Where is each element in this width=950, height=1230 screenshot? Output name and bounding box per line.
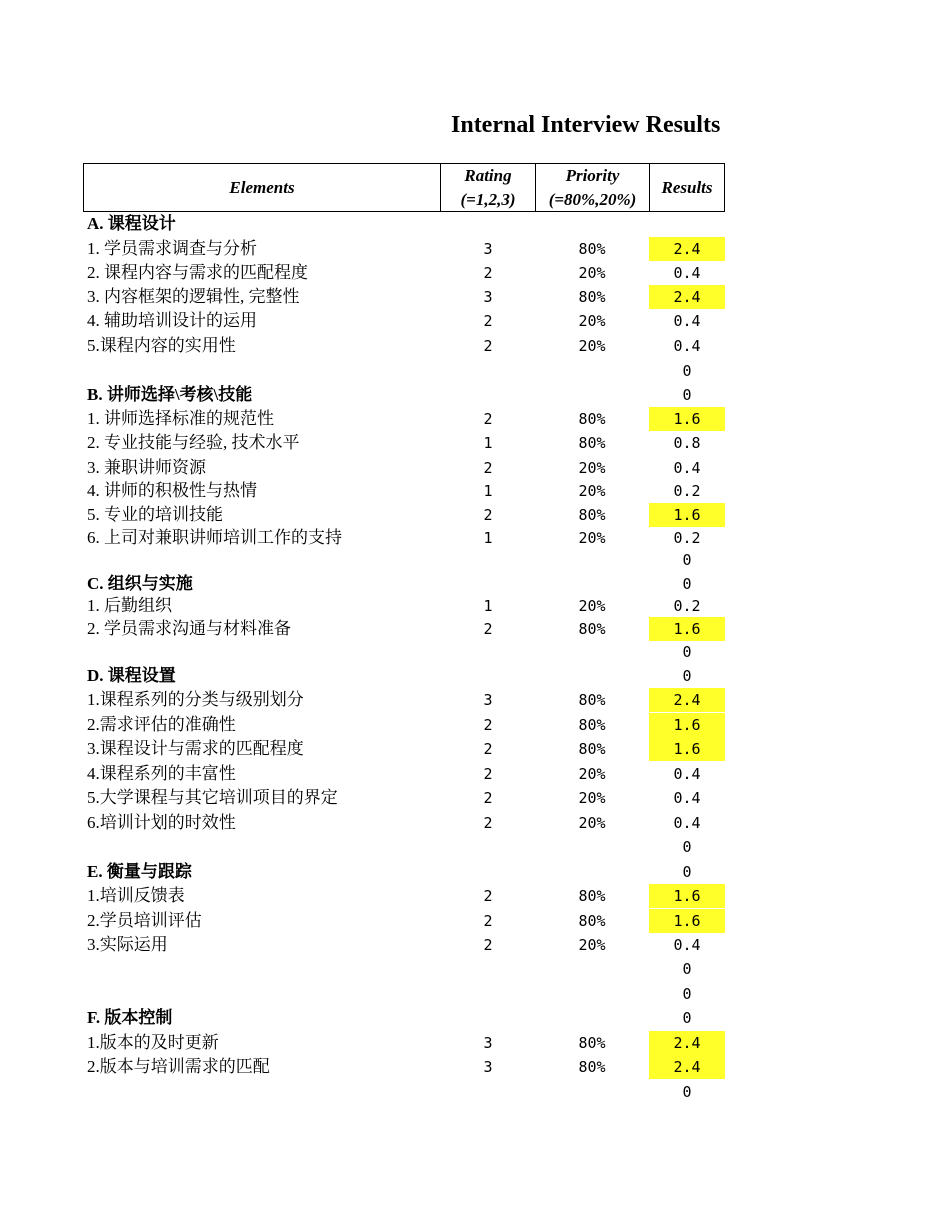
element-label: 3. 内容框架的逻辑性, 完整性 [87, 287, 300, 306]
element-label: 1. 学员需求调查与分析 [87, 239, 257, 258]
rating-cell: 1 [483, 434, 493, 452]
rating-cell: 3 [483, 691, 493, 709]
result-cell-highlighted: 1.6 [649, 909, 725, 933]
result-cell-highlighted: 1.6 [649, 407, 725, 431]
table-row [0, 359, 950, 383]
rating-cell [441, 359, 535, 383]
table-row [0, 1031, 950, 1055]
element-label: 2.学员培训评估 [87, 911, 202, 930]
priority-cell: 20% [578, 312, 606, 330]
rating-cell [441, 1080, 535, 1104]
priority-cell: 20% [578, 529, 606, 547]
priority-cell [535, 982, 649, 1006]
result-cell-highlighted: 2.4 [649, 1055, 725, 1079]
rating-cell: 1 [483, 597, 493, 615]
rating-cell: 2 [483, 410, 493, 428]
priority-cell: 80% [578, 1034, 606, 1052]
element-label: 4. 辅助培训设计的运用 [87, 311, 257, 330]
section-header-row [0, 572, 950, 596]
table-row [0, 503, 950, 527]
element-label: 2. 课程内容与需求的匹配程度 [87, 263, 308, 282]
element-label: 1. 后勤组织 [87, 596, 172, 615]
rating-cell: 3 [483, 1034, 493, 1052]
priority-cell: 80% [578, 912, 606, 930]
priority-cell [535, 664, 649, 688]
rating-cell [441, 640, 535, 664]
page-title: Internal Interview Results [451, 112, 721, 138]
priority-cell [535, 1006, 649, 1030]
rating-cell: 3 [483, 240, 493, 258]
priority-cell: 80% [578, 620, 606, 638]
rating-cell: 2 [483, 459, 493, 477]
result-cell-highlighted: 2.4 [649, 1031, 725, 1055]
priority-cell [535, 383, 649, 407]
rating-cell: 2 [483, 912, 493, 930]
result-cell: 0.4 [673, 264, 701, 282]
section-title: B. 讲师选择\考核\技能 [87, 385, 253, 404]
table-row [0, 786, 950, 810]
table-row [0, 237, 950, 261]
result-cell: 0.4 [673, 765, 701, 783]
rating-cell [441, 548, 535, 572]
priority-cell: 80% [578, 506, 606, 524]
priority-cell [535, 359, 649, 383]
rating-cell [441, 383, 535, 407]
table-row [0, 737, 950, 761]
table-row [0, 1080, 950, 1104]
element-label: 4.课程系列的丰富性 [87, 764, 236, 783]
priority-cell [535, 835, 649, 859]
section-title: F. 版本控制 [87, 1008, 173, 1027]
result-cell: 0.4 [673, 814, 701, 832]
result-cell-highlighted: 1.6 [649, 713, 725, 737]
priority-cell: 80% [578, 740, 606, 758]
priority-cell: 80% [578, 691, 606, 709]
priority-cell: 80% [578, 240, 606, 258]
header-priority-line1: Priority [565, 165, 620, 185]
rating-cell [441, 957, 535, 981]
priority-cell: 20% [578, 597, 606, 615]
element-label: 6.培训计划的时效性 [87, 813, 236, 832]
rating-cell: 3 [483, 1058, 493, 1076]
section-header-row [0, 1006, 950, 1030]
priority-cell: 20% [578, 789, 606, 807]
priority-cell: 80% [578, 434, 606, 452]
table-row [0, 640, 950, 664]
result-cell: 0 [682, 362, 692, 380]
priority-cell: 20% [578, 482, 606, 500]
table-row [0, 909, 950, 933]
priority-cell: 20% [578, 814, 606, 832]
element-label: 2. 学员需求沟通与材料准备 [87, 619, 291, 638]
result-cell [649, 212, 725, 236]
table-row [0, 548, 950, 572]
section-title: E. 衡量与跟踪 [87, 862, 192, 881]
priority-cell: 20% [578, 936, 606, 954]
element-label: 1.培训反馈表 [87, 886, 185, 905]
element-label [87, 359, 437, 383]
rating-cell: 2 [483, 740, 493, 758]
priority-cell: 80% [578, 288, 606, 306]
element-label: 1.版本的及时更新 [87, 1033, 219, 1052]
element-label: 3.课程设计与需求的匹配程度 [87, 739, 304, 758]
rating-cell: 2 [483, 936, 493, 954]
priority-cell [535, 212, 649, 236]
section-header-row [0, 664, 950, 688]
table-row [0, 762, 950, 786]
result-cell: 0 [682, 985, 692, 1003]
table-row [0, 884, 950, 908]
result-cell: 0 [682, 838, 692, 856]
rating-cell [441, 212, 535, 236]
element-label: 1. 讲师选择标准的规范性 [87, 409, 274, 428]
priority-cell: 80% [578, 410, 606, 428]
section-header-row [0, 383, 950, 407]
result-cell: 0.4 [673, 459, 701, 477]
table-row [0, 334, 950, 358]
priority-cell: 20% [578, 765, 606, 783]
element-label: 4. 讲师的积极性与热情 [87, 481, 257, 500]
table-row [0, 261, 950, 285]
rating-cell: 2 [483, 716, 493, 734]
table-row [0, 835, 950, 859]
result-cell: 0.2 [673, 597, 701, 615]
rating-cell: 2 [483, 887, 493, 905]
element-label: 3. 兼职讲师资源 [87, 458, 206, 477]
table-row [0, 479, 950, 503]
result-cell: 0.2 [673, 482, 701, 500]
rating-cell: 2 [483, 765, 493, 783]
result-cell: 0 [682, 575, 692, 593]
result-cell-highlighted: 1.6 [649, 503, 725, 527]
rating-cell: 2 [483, 264, 493, 282]
table-row [0, 688, 950, 712]
priority-cell: 20% [578, 264, 606, 282]
table-row [0, 407, 950, 431]
priority-cell [535, 548, 649, 572]
rating-cell: 2 [483, 814, 493, 832]
result-cell-highlighted: 2.4 [649, 688, 725, 712]
section-title: D. 课程设置 [87, 666, 176, 685]
result-cell: 0 [682, 551, 692, 569]
result-cell: 0 [682, 386, 692, 404]
priority-cell [535, 640, 649, 664]
element-label [87, 982, 437, 1006]
priority-cell: 80% [578, 887, 606, 905]
result-cell: 0.8 [673, 434, 701, 452]
table-row [0, 526, 950, 550]
table-row [0, 1055, 950, 1079]
rating-cell: 3 [483, 288, 493, 306]
header-rating-line2: (=1,2,3) [460, 189, 516, 209]
table-row [0, 285, 950, 309]
table-row [0, 431, 950, 455]
element-label: 2.需求评估的准确性 [87, 715, 236, 734]
result-cell: 0 [682, 643, 692, 661]
rating-cell [441, 982, 535, 1006]
element-label: 3.实际运用 [87, 935, 168, 954]
rating-cell [441, 664, 535, 688]
table-row [0, 982, 950, 1006]
result-cell: 0.4 [673, 936, 701, 954]
table-row [0, 811, 950, 835]
section-title: A. 课程设计 [87, 214, 176, 233]
rating-cell [441, 835, 535, 859]
result-cell: 0.4 [673, 789, 701, 807]
result-cell: 0.2 [673, 529, 701, 547]
priority-cell [535, 1080, 649, 1104]
result-cell: 0 [682, 960, 692, 978]
section-header-row [0, 212, 950, 236]
result-cell: 0.4 [673, 337, 701, 355]
priority-cell [535, 860, 649, 884]
result-cell: 0 [682, 1009, 692, 1027]
element-label: 5.大学课程与其它培训项目的界定 [87, 788, 338, 807]
priority-cell: 80% [578, 1058, 606, 1076]
table-row [0, 617, 950, 641]
result-cell: 0.4 [673, 312, 701, 330]
header-elements: Elements [84, 164, 441, 211]
priority-cell [535, 572, 649, 596]
priority-cell: 80% [578, 716, 606, 734]
rating-cell: 1 [483, 529, 493, 547]
element-label: 5.课程内容的实用性 [87, 336, 236, 355]
priority-cell: 20% [578, 459, 606, 477]
element-label [87, 957, 437, 981]
result-cell: 0 [682, 863, 692, 881]
element-label: 2. 专业技能与经验, 技术水平 [87, 433, 300, 452]
rating-cell: 2 [483, 312, 493, 330]
priority-cell: 20% [578, 337, 606, 355]
result-cell-highlighted: 1.6 [649, 737, 725, 761]
rating-cell [441, 1006, 535, 1030]
element-label: 5. 专业的培训技能 [87, 505, 223, 524]
table-row [0, 933, 950, 957]
rating-cell [441, 572, 535, 596]
result-cell: 0 [682, 1083, 692, 1101]
rating-cell: 2 [483, 506, 493, 524]
table-row [0, 309, 950, 333]
element-label [87, 1080, 437, 1104]
priority-cell [535, 957, 649, 981]
rating-cell: 1 [483, 482, 493, 500]
result-cell-highlighted: 2.4 [649, 285, 725, 309]
table-row [0, 594, 950, 618]
rating-cell: 2 [483, 789, 493, 807]
rating-cell [441, 860, 535, 884]
result-cell: 0 [682, 667, 692, 685]
result-cell-highlighted: 1.6 [649, 617, 725, 641]
table-row [0, 713, 950, 737]
result-cell-highlighted: 1.6 [649, 884, 725, 908]
table-row [0, 957, 950, 981]
element-label [87, 835, 437, 859]
header-results: Results [661, 177, 713, 197]
rating-cell: 2 [483, 337, 493, 355]
header-priority-line2: (=80%,20%) [548, 189, 637, 209]
result-cell-highlighted: 2.4 [649, 237, 725, 261]
element-label: 2.版本与培训需求的匹配 [87, 1057, 270, 1076]
element-label [87, 548, 437, 572]
section-header-row [0, 860, 950, 884]
rating-cell: 2 [483, 620, 493, 638]
section-title: C. 组织与实施 [87, 574, 193, 593]
element-label: 1.课程系列的分类与级别划分 [87, 690, 304, 709]
element-label: 6. 上司对兼职讲师培训工作的支持 [87, 528, 342, 547]
header-rating-line1: Rating [464, 165, 512, 185]
element-label [87, 640, 437, 664]
table-row [0, 456, 950, 480]
